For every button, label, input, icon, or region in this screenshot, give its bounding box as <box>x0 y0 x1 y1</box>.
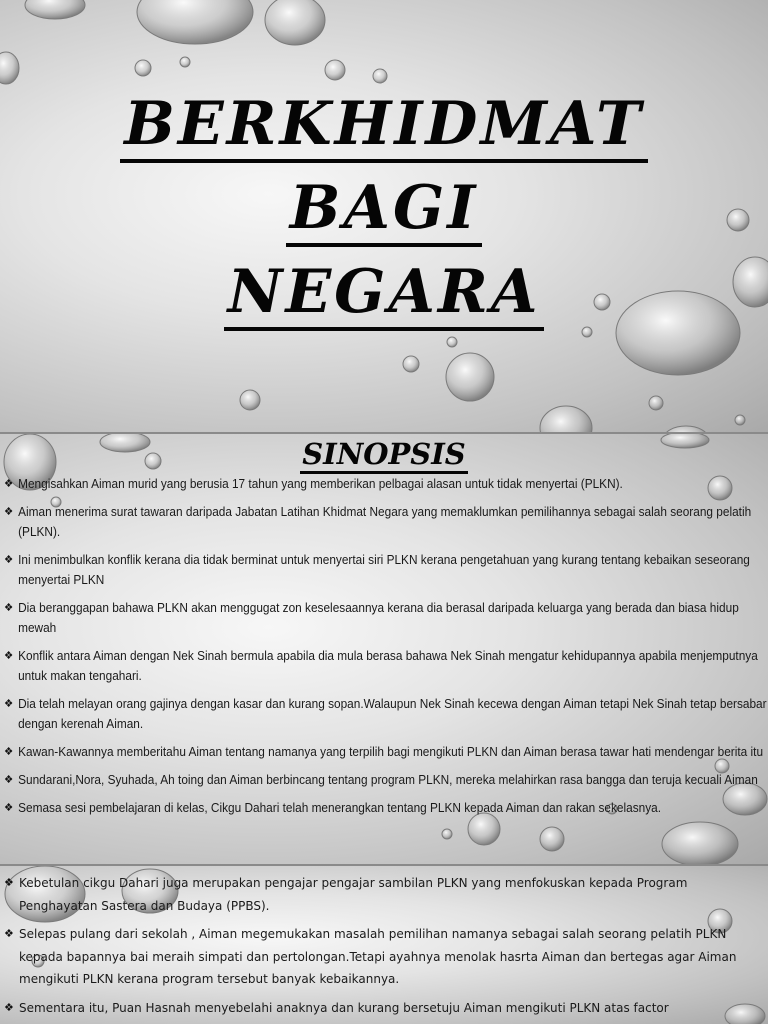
list-item-text: Ini menimbulkan konflik kerana dia tidak berminat untuk menyertai siri PLKN kerana pengetahuan yang kurang tentang kebaikan seseorang menyertai PLKN <box>18 553 750 587</box>
diamond-bullet-icon: ❖ <box>4 746 14 758</box>
list-item-text: Dia beranggapan bahawa PLKN akan menggugat zon keselesaannya kerana dia berasal daripada keluarga yang berada dan biasa hidup mewah <box>18 601 739 635</box>
title-slide <box>0 0 768 432</box>
list-item <box>4 872 762 917</box>
title-line-1-text: BERKHIDMAT <box>120 89 648 163</box>
diamond-bullet-icon: ❖ <box>4 774 14 786</box>
slide-title <box>60 82 708 334</box>
list-item-text: Aiman menerima surat tawaran daripada Jabatan Latihan Khidmat Negara yang memaklumkan pemilihannya sebagai salah seorang pelatih (PLKN). <box>18 505 752 539</box>
synopsis-continued-list <box>4 872 762 1024</box>
list-item-text: Dia telah melayan orang gajinya dengan kasar dan kurang sopan.Walaupun Nek Sinah kecewa dengan Aiman tetapi Nek Sinah tetap bersabar dengan kerenah Aiman. <box>18 697 767 731</box>
diamond-bullet-icon: ❖ <box>4 478 14 490</box>
title-line-3-text: NEGARA <box>224 257 545 331</box>
list-item <box>4 646 768 686</box>
title-line-1 <box>60 82 708 166</box>
title-line-2-text: BAGI <box>286 173 483 247</box>
list-item <box>4 474 768 494</box>
list-item-text: Sementara itu, Puan Hasnah menyebelahi anaknya dan kurang bersetuju Aiman mengikuti PLKN atas factor <box>19 1000 669 1015</box>
diamond-bullet-icon: ❖ <box>4 698 14 710</box>
diamond-bullet-icon: ❖ <box>4 554 14 566</box>
diamond-bullet-icon: ❖ <box>4 927 14 940</box>
list-item <box>4 923 762 991</box>
list-item <box>4 997 762 1020</box>
list-item <box>4 598 768 638</box>
list-item-text: Semasa sesi pembelajaran di kelas, Cikgu Dahari telah menerangkan tentang PLKN kepada Aiman dan rakan sekelasnya. <box>18 801 662 815</box>
synopsis-continued-slide <box>0 866 768 1024</box>
synopsis-slide <box>0 434 768 864</box>
list-item <box>4 798 768 818</box>
list-item-text: Kebetulan cikgu Dahari juga merupakan pengajar pengajar sambilan PLKN yang menfokuskan kepada Program Penghayatan Sastera dan Budaya (PPBS). <box>19 876 688 913</box>
list-item <box>4 742 768 762</box>
list-item <box>4 770 768 790</box>
diamond-bullet-icon: ❖ <box>4 602 14 614</box>
synopsis-heading-text: SINOPSIS <box>300 437 468 474</box>
list-item-text: Mengisahkan Aiman murid yang berusia 17 tahun yang memberikan pelbagai alasan untuk tidak menyertai (PLKN). <box>18 477 623 491</box>
diamond-bullet-icon: ❖ <box>4 802 14 814</box>
list-item-text: Sundarani,Nora, Syuhada, Ah toing dan Aiman berbincang tentang program PLKN, mereka melahirkan rasa bangga dan teruja kecuali Aiman <box>18 773 758 787</box>
title-line-2 <box>60 166 708 250</box>
list-item <box>4 550 768 590</box>
diamond-bullet-icon: ❖ <box>4 506 14 518</box>
diamond-bullet-icon: ❖ <box>4 876 14 889</box>
synopsis-list <box>4 474 767 826</box>
list-item <box>4 694 768 734</box>
diamond-bullet-icon: ❖ <box>4 650 14 662</box>
list-item-text: Konflik antara Aiman dengan Nek Sinah bermula apabila dia mula berasa bahawa Nek Sinah mengatur kehidupannya apabila menjemputnya untuk makan tengahari. <box>18 649 758 683</box>
synopsis-heading <box>0 434 768 474</box>
list-item <box>4 502 768 542</box>
title-line-3 <box>60 250 708 334</box>
list-item-text: Kawan-Kawannya memberitahu Aiman tentang namanya yang terpilih bagi mengikuti PLKN dan Aiman berasa tawar hati mendengar berita itu <box>18 745 764 759</box>
list-item-text: Selepas pulang dari sekolah , Aiman megemukakan masalah pemilihan namanya sebagai salah seorang pelatih PLKN kepada bapannya bai meraih simpati dan pertolongan.Tetapi ayahnya menolak hasrta Aiman dan bertegas agar Aiman mengikuti PLKN kerana program tersebut banyak kebaikannya. <box>19 927 737 986</box>
diamond-bullet-icon: ❖ <box>4 1000 14 1014</box>
